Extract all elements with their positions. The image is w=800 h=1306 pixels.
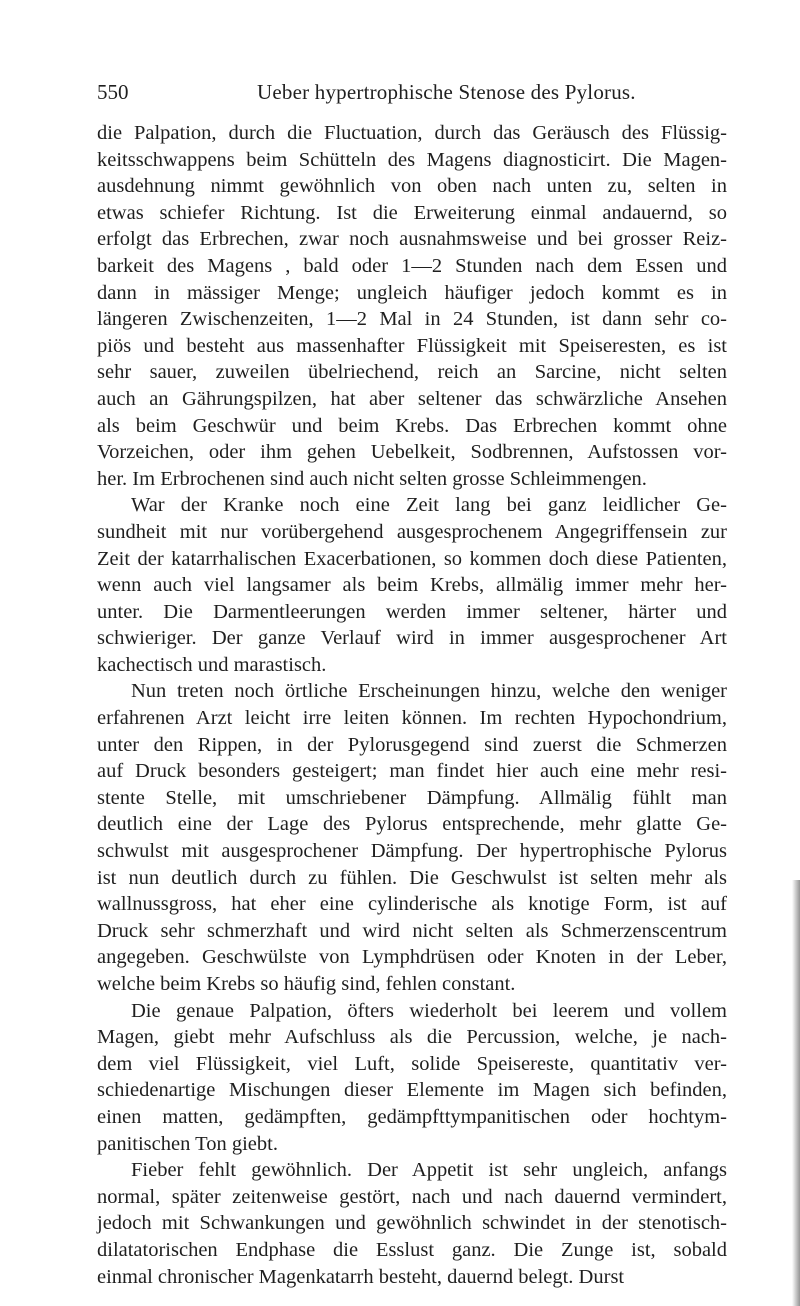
text-line: schwulst mit ausgesprochener Dämpfung. Der hypertrophische Pylorus	[97, 840, 727, 863]
text-line: her. Im Erbrochenen sind auch nicht selten grosse Schleimmengen.	[97, 467, 647, 490]
text-line: die Palpation, durch die Fluctuation, durch das Geräusch des Flüssig-	[97, 122, 727, 144]
text-line: schwieriger. Der ganze Verlauf wird in immer ausgesprochener Art	[97, 627, 727, 650]
text-line: einmal chronischer Magenkatarrh besteht, dauernd belegt. Durst	[97, 1265, 625, 1288]
paragraph	[97, 1157, 727, 1290]
paragraph	[97, 492, 727, 678]
text-line: jedoch mit Schwankungen und gewöhnlich schwindet in der stenotisch-	[97, 1212, 727, 1235]
text-line: Die genaue Palpation, öfters wiederholt bei leerem und vollem	[131, 999, 727, 1022]
text-line: deutlich eine der Lage des Pylorus entsprechende, mehr glatte Ge-	[97, 813, 727, 836]
text-line: Fieber fehlt gewöhnlich. Der Appetit ist sehr ungleich, anfangs	[131, 1159, 727, 1182]
text-line: stente Stelle, mit umschriebener Dämpfung. Allmälig fühlt man	[97, 786, 727, 809]
text-line: unter. Die Darmentleerungen werden immer seltener, härter und	[97, 600, 727, 623]
text-line: piös und besteht aus massenhafter Flüssigkeit mit Speiseresten, es ist	[97, 334, 727, 357]
text-line: dem viel Flüssigkeit, viel Luft, solide Speisereste, quantitativ ver-	[97, 1052, 727, 1075]
text-line: sehr sauer, zuweilen übelriechend, reich an Sarcine, nicht selten	[97, 361, 727, 384]
text-line: als beim Geschwür und beim Krebs. Das Erbrechen kommt ohne	[97, 414, 727, 437]
text-line: etwas schiefer Richtung. Ist die Erweiterung einmal andauernd, so	[97, 201, 727, 224]
text-line: schiedenartige Mischungen dieser Elemente im Magen sich befinden,	[97, 1079, 727, 1102]
text-line: Zeit der katarrhalischen Exacerbationen, so kommen doch diese Patienten,	[97, 547, 727, 570]
text-line: einen matten, gedämpften, gedämpfttympanitischen oder hochtym-	[97, 1105, 727, 1128]
text-line: Druck sehr schmerzhaft und wird nicht selten als Schmerzenscentrum	[97, 919, 727, 942]
text-line: dilatatorischen Endphase die Esslust ganz. Die Zunge ist, sobald	[97, 1238, 727, 1261]
text-line: erfolgt das Erbrechen, zwar noch ausnahmsweise und bei grosser Reiz-	[97, 228, 727, 251]
text-line: erfahrenen Arzt leicht irre leiten können. Im rechten Hypochondrium,	[97, 707, 727, 730]
text-line: Magen, giebt mehr Aufschluss als die Percussion, welche, je nach-	[97, 1026, 727, 1049]
text-line: panitischen Ton giebt.	[97, 1132, 278, 1155]
paragraph	[97, 678, 727, 997]
text-line: ausdehnung nimmt gewöhnlich von oben nach unten zu, selten in	[97, 175, 727, 198]
text-line: keitsschwappens beim Schütteln des Magens diagnosticirt. Die Magen-	[97, 148, 727, 171]
text-line: barkeit des Magens , bald oder 1—2 Stunden nach dem Essen und	[97, 254, 727, 277]
text-line: War der Kranke noch eine Zeit lang bei ganz leidlicher Ge-	[131, 494, 727, 517]
text-line: normal, später zeitenweise gestört, nach und nach dauernd vermindert,	[97, 1185, 727, 1208]
paragraph	[97, 998, 727, 1158]
text-line: unter den Rippen, in der Pylorusgegend sind zuerst die Schmerzen	[97, 733, 727, 756]
text-line: ist nun deutlich durch zu fühlen. Die Geschwulst ist selten mehr als	[97, 866, 727, 889]
text-line: auch an Gährungspilzen, hat aber seltener das schwärzliche Ansehen	[97, 387, 727, 410]
text-line: wallnussgross, hat eher eine cylinderische als knotige Form, ist auf	[97, 893, 727, 916]
text-line: kachectisch und marastisch.	[97, 653, 327, 676]
text-line: sundheit mit nur vorübergehend ausgesprochenem Angegriffensein zur	[97, 520, 727, 543]
running-title: Ueber hypertrophische Stenose des Pylorus.	[257, 80, 636, 104]
text-line: wenn auch viel langsamer als beim Krebs, allmälig immer mehr her-	[97, 574, 727, 597]
running-head	[97, 80, 727, 112]
body-text	[97, 120, 727, 1290]
page-number: 550	[97, 80, 129, 104]
paragraph	[97, 120, 727, 492]
text-line: Vorzeichen, oder ihm gehen Uebelkeit, Sodbrennen, Aufstossen vor-	[97, 441, 727, 464]
text-line: auf Druck besonders gesteigert; man findet hier auch eine mehr resi-	[97, 760, 727, 783]
text-line: dann in mässiger Menge; ungleich häufiger jedoch kommt es in	[97, 281, 727, 304]
text-line: längeren Zwischenzeiten, 1—2 Mal in 24 Stunden, ist dann sehr co-	[97, 308, 727, 331]
text-line: angegeben. Geschwülste von Lymphdrüsen oder Knoten in der Leber,	[97, 946, 727, 969]
text-line: Nun treten noch örtliche Erscheinungen hinzu, welche den weniger	[131, 680, 727, 703]
text-line: welche beim Krebs so häufig sind, fehlen constant.	[97, 973, 516, 995]
page-edge-shadow	[792, 880, 800, 1306]
